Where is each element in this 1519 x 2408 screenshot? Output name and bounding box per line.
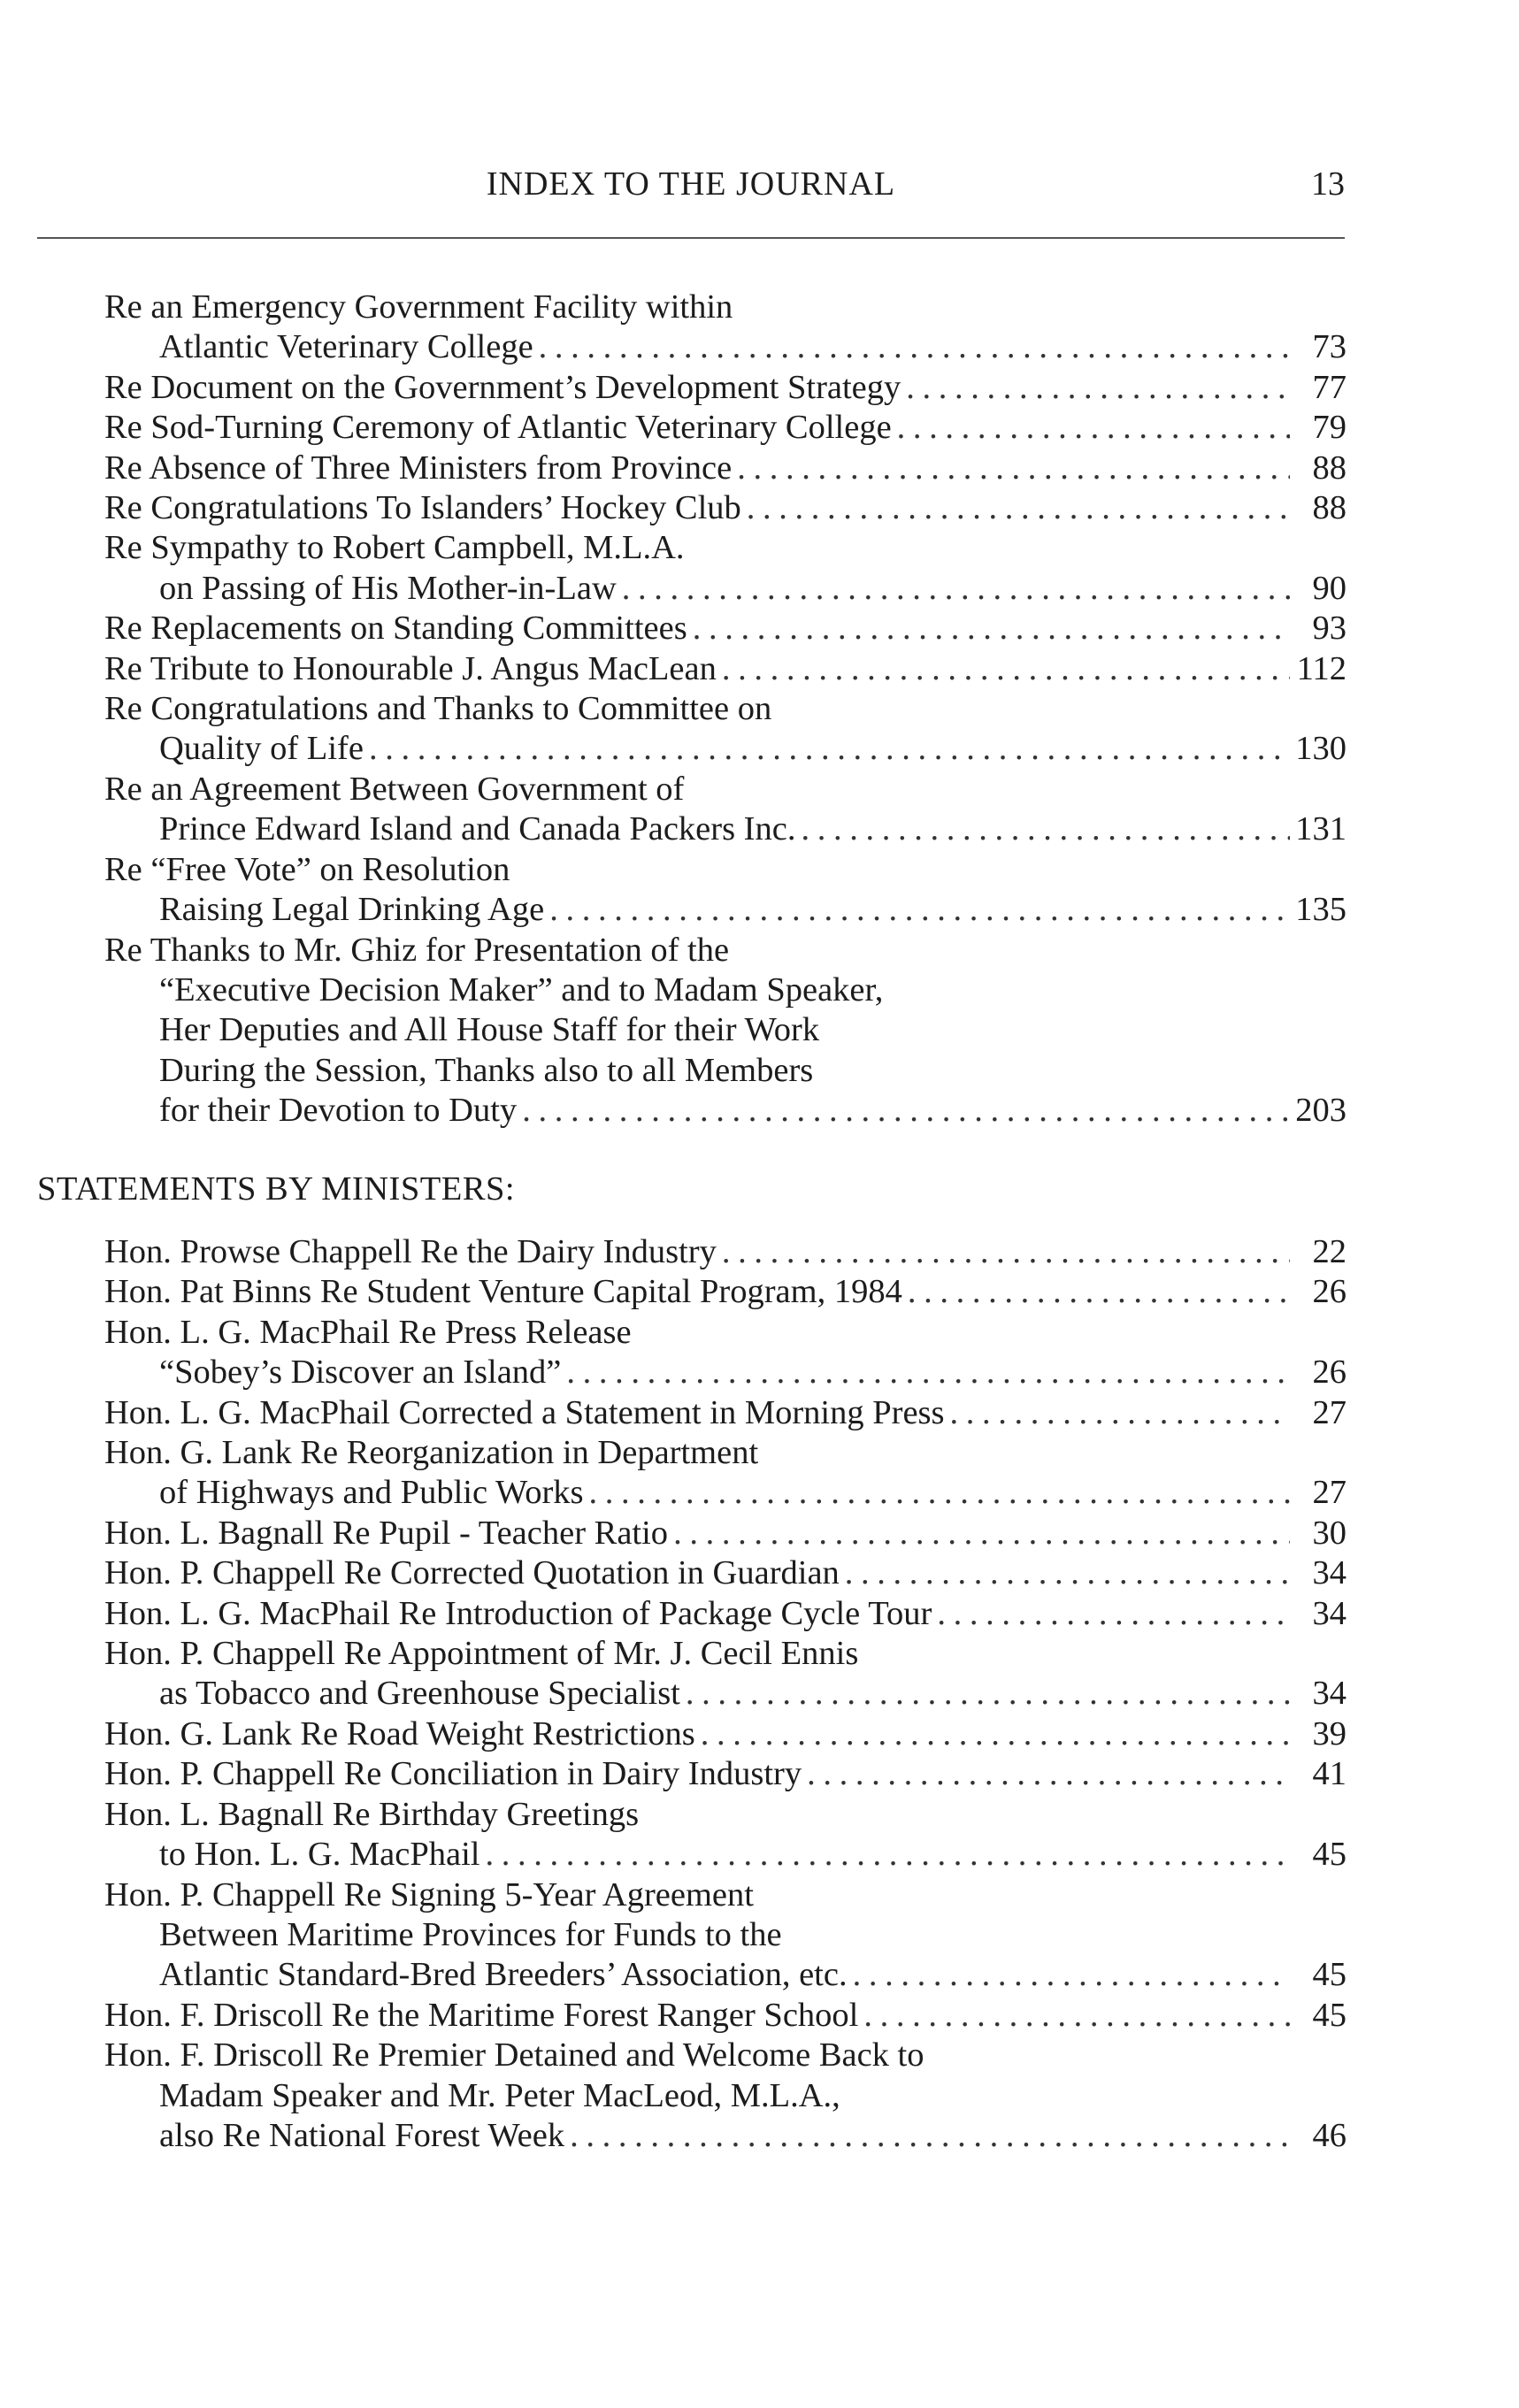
page-number: 13 <box>1311 165 1345 203</box>
entry-continuation-line <box>104 2116 1346 2156</box>
entry-text: Hon. L. G. MacPhail Re Press Release <box>104 1313 632 1351</box>
entry-text: Hon. F. Driscoll Re the Maritime Forest Ranger School <box>104 1996 859 2034</box>
entry-continuation-line <box>104 1010 1346 1050</box>
entry-text: “Executive Decision Maker” and to Madam Speaker, <box>159 970 884 1008</box>
entry-title-line <box>104 649 1346 689</box>
entry-title-line <box>104 449 1346 488</box>
index-entry <box>104 288 1346 368</box>
index-entry <box>104 1433 1346 1514</box>
index-entry <box>104 1795 1346 1875</box>
entry-text: Re Thanks to Mr. Ghiz for Presentation of the <box>104 931 730 969</box>
dot-leader <box>901 368 1290 408</box>
entry-text: Hon. P. Chappell Re Conciliation in Dairy Industry <box>104 1755 802 1793</box>
entry-continuation-line <box>104 1915 1346 1955</box>
entry-page-number: 41 <box>1312 1755 1346 1793</box>
entry-text: Hon. P. Chappell Re Corrected Quotation in Guardian <box>104 1554 840 1592</box>
entry-text: Hon. Pat Binns Re Student Venture Capital Program, 1984 <box>104 1273 902 1311</box>
entry-text: Re Sod-Turning Ceremony of Atlantic Veterinary College <box>104 409 892 447</box>
dot-leader <box>533 327 1290 367</box>
entry-page-number: 45 <box>1312 1836 1346 1874</box>
dot-leader <box>892 408 1290 448</box>
entry-continuation-line <box>104 2076 1346 2116</box>
entry-title-line <box>104 288 1346 327</box>
dot-leader <box>687 609 1290 648</box>
entry-title-line <box>104 488 1346 528</box>
entry-text: Re Document on the Government’s Development Strategy <box>104 368 901 406</box>
entry-text: Hon. L. G. MacPhail Re Introduction of Package Cycle Tour <box>104 1594 932 1632</box>
entry-continuation-line <box>104 809 1346 849</box>
entry-text: as Tobacco and Greenhouse Specialist <box>159 1675 680 1713</box>
entry-title-line <box>104 1272 1346 1312</box>
index-entry <box>104 1393 1346 1433</box>
index-entry <box>104 528 1346 609</box>
dot-leader <box>802 1754 1290 1794</box>
index-entry <box>104 1272 1346 1312</box>
entry-text: also Re National Forest Week <box>159 2116 565 2154</box>
section-heading-statements: STATEMENTS BY MINISTERS: <box>37 1170 516 1208</box>
index-entry <box>104 1553 1346 1593</box>
index-entry <box>104 931 1346 1131</box>
entry-title-line <box>104 1875 1346 1915</box>
index-entry <box>104 1313 1346 1393</box>
entry-title-line <box>104 1634 1346 1674</box>
re-entries-list <box>104 288 1346 1131</box>
entry-page-number: 27 <box>1312 1474 1346 1512</box>
entry-text: Hon. P. Chappell Re Appointment of Mr. J. Cecil Ennis <box>104 1635 859 1673</box>
entry-continuation-line <box>104 1353 1346 1392</box>
entry-title-line <box>104 931 1346 970</box>
entry-text: Madam Speaker and Mr. Peter MacLeod, M.L.A., <box>159 2076 840 2114</box>
entry-title-line <box>104 1433 1346 1473</box>
index-entry <box>104 609 1346 648</box>
entry-title-line <box>104 408 1346 448</box>
entry-text: Re Sympathy to Robert Campbell, M.L.A. <box>104 529 685 567</box>
index-entry <box>104 1714 1346 1754</box>
entry-page-number: 88 <box>1312 489 1346 527</box>
dot-leader <box>564 2116 1290 2156</box>
entry-title-line <box>104 1553 1346 1593</box>
index-entry <box>104 2036 1346 2156</box>
entry-text: Hon. L. G. MacPhail Corrected a Statement in Morning Press <box>104 1393 945 1431</box>
entry-text: Hon. F. Driscoll Re Premier Detained and Welcome Back to <box>104 2036 924 2074</box>
dot-leader <box>668 1514 1290 1553</box>
dot-leader <box>617 569 1290 609</box>
entry-text: “Sobey’s Discover an Island” <box>159 1354 562 1392</box>
index-entry <box>104 449 1346 488</box>
entry-page-number: 34 <box>1312 1594 1346 1632</box>
entry-title-line <box>104 1795 1346 1835</box>
index-entry <box>104 1594 1346 1634</box>
entry-text: Re Congratulations To Islanders’ Hockey Club <box>104 489 741 527</box>
entry-page-number: 73 <box>1312 328 1346 366</box>
entry-title-line <box>104 1393 1346 1433</box>
dot-leader <box>717 1232 1290 1272</box>
entry-continuation-line <box>104 1955 1346 1995</box>
entry-text: Re Absence of Three Ministers from Province <box>104 449 733 487</box>
index-entry <box>104 1754 1346 1794</box>
entry-text: Raising Legal Drinking Age <box>159 891 545 929</box>
entry-title-line <box>104 1232 1346 1272</box>
dot-leader <box>902 1272 1290 1312</box>
entry-title-line <box>104 1313 1346 1353</box>
dot-leader <box>858 1996 1290 2036</box>
dot-leader <box>848 1955 1290 1995</box>
entry-text: Hon. G. Lank Re Reorganization in Department <box>104 1434 759 1472</box>
entry-text: Re Congratulations and Thanks to Committee on <box>104 690 772 728</box>
entry-continuation-line <box>104 327 1346 367</box>
entry-continuation-line <box>104 1473 1346 1513</box>
entry-continuation-line <box>104 729 1346 769</box>
index-entry <box>104 770 1346 850</box>
entry-page-number: 135 <box>1295 891 1346 929</box>
index-entry <box>104 1875 1346 1996</box>
entry-page-number: 77 <box>1312 368 1346 406</box>
index-entry <box>104 1514 1346 1553</box>
index-entry <box>104 368 1346 408</box>
entry-page-number: 26 <box>1312 1354 1346 1392</box>
entry-text: Re an Agreement Between Government of <box>104 770 685 808</box>
entry-title-line <box>104 2036 1346 2075</box>
dot-leader <box>717 649 1290 689</box>
dot-leader <box>932 1594 1290 1634</box>
header-rule <box>37 237 1345 239</box>
entry-title-line <box>104 528 1346 568</box>
entry-page-number: 45 <box>1312 1956 1346 1994</box>
entry-page-number: 26 <box>1312 1273 1346 1311</box>
dot-leader <box>732 449 1290 488</box>
dot-leader <box>795 809 1290 849</box>
entry-text: During the Session, Thanks also to all Members <box>159 1051 814 1089</box>
dot-leader <box>695 1714 1290 1754</box>
statements-entries-list <box>104 1232 1346 2156</box>
dot-leader <box>741 488 1290 528</box>
entry-title-line <box>104 770 1346 809</box>
entry-page-number: 131 <box>1295 810 1346 848</box>
entry-page-number: 88 <box>1312 449 1346 487</box>
entry-page-number: 30 <box>1312 1514 1346 1552</box>
entry-text: on Passing of His Mother-in-Law <box>159 569 617 607</box>
entry-title-line <box>104 1754 1346 1794</box>
entry-text: for their Devotion to Duty <box>159 1092 518 1130</box>
index-entry <box>104 1634 1346 1714</box>
entry-page-number: 203 <box>1295 1092 1346 1130</box>
entry-page-number: 130 <box>1295 730 1346 768</box>
entry-text: Prince Edward Island and Canada Packers Inc. <box>159 810 796 848</box>
dot-leader <box>544 890 1290 930</box>
dot-leader <box>840 1553 1290 1593</box>
entry-continuation-line <box>104 1051 1346 1091</box>
entry-title-line <box>104 1996 1346 2036</box>
entry-title-line <box>104 609 1346 648</box>
dot-leader <box>680 1674 1290 1714</box>
entry-text: to Hon. L. G. MacPhail <box>159 1836 480 1874</box>
entry-title-line <box>104 850 1346 890</box>
index-entry <box>104 649 1346 689</box>
entry-title-line <box>104 1514 1346 1553</box>
entry-page-number: 112 <box>1296 649 1346 687</box>
entry-page-number: 90 <box>1312 569 1346 607</box>
entry-title-line <box>104 689 1346 729</box>
entry-text: Hon. L. Bagnall Re Pupil - Teacher Ratio <box>104 1514 669 1552</box>
entry-continuation-line <box>104 1674 1346 1714</box>
entry-text: Atlantic Standard-Bred Breeders’ Association, etc. <box>159 1956 848 1994</box>
entry-text: Re Tribute to Honourable J. Angus MacLean <box>104 649 717 687</box>
entry-text: Re “Free Vote” on Resolution <box>104 850 510 888</box>
entry-continuation-line <box>104 1835 1346 1875</box>
entry-text: Between Maritime Provinces for Funds to the <box>159 1915 782 1953</box>
entry-text: Hon. G. Lank Re Road Weight Restrictions <box>104 1714 695 1752</box>
index-entry <box>104 488 1346 528</box>
entry-continuation-line <box>104 970 1346 1010</box>
entry-text: Quality of Life <box>159 730 364 768</box>
dot-leader <box>517 1091 1290 1131</box>
index-entry <box>104 1232 1346 1272</box>
entry-continuation-line <box>104 890 1346 930</box>
entry-page-number: 93 <box>1312 610 1346 648</box>
index-entry <box>104 689 1346 770</box>
entry-page-number: 34 <box>1312 1554 1346 1592</box>
entry-title-line <box>104 1594 1346 1634</box>
entry-page-number: 46 <box>1312 2116 1346 2154</box>
entry-page-number: 22 <box>1312 1233 1346 1270</box>
running-title: INDEX TO THE JOURNAL <box>486 165 896 203</box>
entry-text: of Highways and Public Works <box>159 1474 584 1512</box>
running-head <box>37 165 1345 218</box>
entry-continuation-line <box>104 1091 1346 1131</box>
entry-title-line <box>104 368 1346 408</box>
dot-leader <box>480 1835 1291 1875</box>
entry-text: Her Deputies and All House Staff for their Work <box>159 1011 820 1049</box>
index-entry <box>104 850 1346 931</box>
entry-text: Re Replacements on Standing Committees <box>104 610 687 648</box>
dot-leader <box>945 1393 1291 1433</box>
index-entry <box>104 1996 1346 2036</box>
entry-text: Atlantic Veterinary College <box>159 328 533 366</box>
entry-page-number: 39 <box>1312 1714 1346 1752</box>
entry-page-number: 34 <box>1312 1675 1346 1713</box>
entry-title-line <box>104 1714 1346 1754</box>
entry-text: Re an Emergency Government Facility within <box>104 288 733 326</box>
index-entry <box>104 408 1346 448</box>
entry-text: Hon. P. Chappell Re Signing 5-Year Agreement <box>104 1875 754 1913</box>
dot-leader <box>561 1353 1290 1392</box>
entry-page-number: 79 <box>1312 409 1346 447</box>
entry-text: Hon. Prowse Chappell Re the Dairy Industry <box>104 1233 717 1270</box>
entry-page-number: 45 <box>1312 1996 1346 2034</box>
entry-text: Hon. L. Bagnall Re Birthday Greetings <box>104 1795 640 1833</box>
entry-continuation-line <box>104 569 1346 609</box>
dot-leader <box>584 1473 1290 1513</box>
entry-page-number: 27 <box>1312 1393 1346 1431</box>
dot-leader <box>364 729 1290 769</box>
